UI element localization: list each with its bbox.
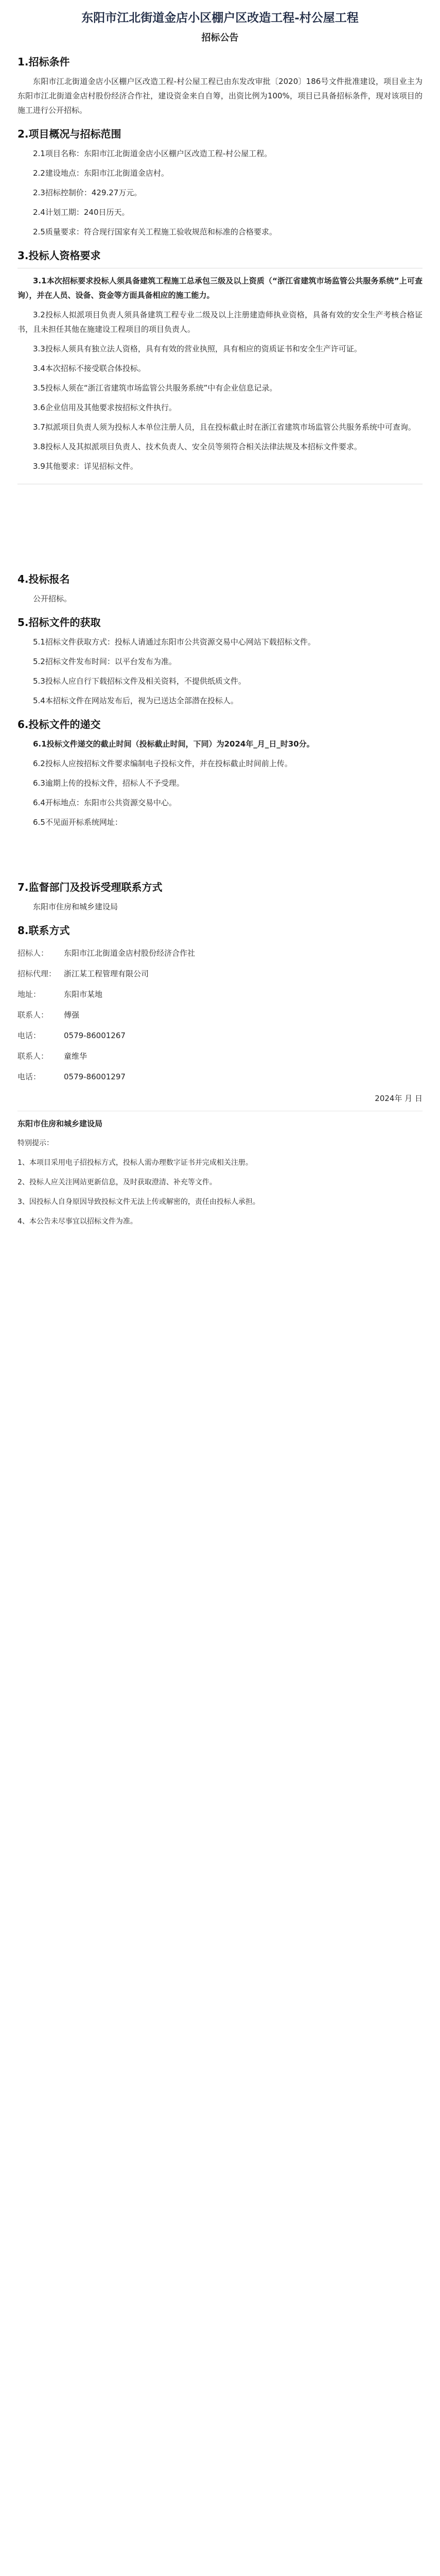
notice-line: 2、投标人应关注网站更新信息，及时获取澄清、补充等文件。 <box>17 1178 217 1187</box>
tender-doc-1: 5.1招标文件获取方式：投标人请通过东阳市公共资源交易中心网站下载招标文件。 <box>33 637 315 647</box>
bid-upload-rule: 6.2投标人应按招标文件要求编制电子投标文件，并在投标截止时间前上传。 <box>33 759 292 768</box>
qualification-8: 3.8投标人及其拟派项目负责人、技术负责人、安全员等须符合相关法律法规及本招标文件要求。 <box>33 442 362 451</box>
qualification-1: 3.1本次招标要求投标人须具备建筑工程施工总承包三级及以上资质（“浙江省建筑市场监管公共服务系统”上可查询），并在人员、设备、资金等方面具备相应的施工能力。 <box>17 276 423 300</box>
notice-line: 特别提示： <box>17 1139 54 1147</box>
blank-space <box>17 835 423 871</box>
contact-row <box>17 1025 423 1046</box>
notice-date: 2024年 月 日 <box>375 1094 423 1103</box>
bid-opening-location: 6.4开标地点：东阳市公共资源交易中心。 <box>33 798 177 807</box>
section-heading-4: 4.投标报名 <box>17 573 70 585</box>
contact-value: 童维华 <box>64 1052 87 1061</box>
contact-label: 招标代理： <box>17 969 57 978</box>
tender-doc-4: 5.4本招标文件在网站发布后，视为已送达全部潜在投标人。 <box>33 696 238 705</box>
bid-deadline: 6.1投标文件递交的截止时间（投标截止时间，下同）为2024年_月_日_时30分。 <box>33 739 314 749</box>
contact-value: 浙江某工程管理有限公司 <box>64 969 149 978</box>
bid-opening-system: 6.5不见面开标系统网址： <box>33 818 122 827</box>
section-heading-2: 2.项目概况与招标范围 <box>17 128 121 140</box>
qualification-9: 3.9其他要求：详见招标文件。 <box>33 462 138 471</box>
contact-row <box>17 1046 423 1066</box>
section-heading-7: 7.监督部门及投诉受理联系方式 <box>17 881 163 893</box>
section-heading-8: 8.联系方式 <box>17 924 70 937</box>
contact-value: 0579-86001297 <box>64 1072 126 1081</box>
notice-line: 3、因投标人自身原因导致投标文件无法上传或解密的，责任由投标人承担。 <box>17 1198 260 1206</box>
contact-row <box>17 963 423 984</box>
contact-row <box>17 943 423 963</box>
page-title: 东阳市江北街道金店小区棚户区改造工程-村公屋工程 <box>81 11 359 25</box>
project-duration: 2.4计划工期：240日历天。 <box>33 208 130 217</box>
section-heading-3: 3.投标人资格要求 <box>17 249 101 262</box>
contact-label: 联系人： <box>17 1052 49 1061</box>
contact-label: 电话： <box>17 1031 41 1040</box>
contact-label: 地址： <box>17 990 41 999</box>
project-quality: 2.5质量要求：符合现行国家有关工程施工验收规范和标准的合格要求。 <box>33 227 277 236</box>
section-text-1: 东阳市江北街道金店小区棚户区改造工程-村公屋工程已由东发改审批〔2020〕186号文件批准建设，项目业主为东阳市江北街道金店村股份经济合作社，建设资金来自自筹，出资比例为100%，项目已具备招标条件，现对该项目的施工进行公开招标。 <box>17 77 423 115</box>
contact-value: 东阳市江北街道金店村股份经济合作社 <box>64 948 196 958</box>
qualification-4: 3.4本次招标不接受联合体投标。 <box>33 364 146 373</box>
project-name: 2.1项目名称：东阳市江北街道金店小区棚户区改造工程-村公屋工程。 <box>33 149 272 158</box>
contact-row <box>17 984 423 1005</box>
project-location: 2.2建设地点：东阳市江北街道金店村。 <box>33 168 169 178</box>
section-heading-1: 1.招标条件 <box>17 56 70 68</box>
qualification-box <box>17 268 423 484</box>
contact-label: 电话： <box>17 1072 41 1081</box>
project-price: 2.3招标控制价：429.27万元。 <box>33 188 142 197</box>
qualification-5: 3.5投标人须在“浙江省建筑市场监管公共服务系统”中有企业信息记录。 <box>33 383 277 393</box>
content-spacer <box>17 490 423 563</box>
bid-method: 公开招标。 <box>33 594 72 603</box>
contact-table <box>17 943 423 1087</box>
contact-row <box>17 1066 423 1087</box>
qualification-7: 3.7拟派项目负责人须为投标人本单位注册人员，且在投标截止时在浙江省建筑市场监管公共服务系统中可查询。 <box>33 422 416 432</box>
notice-line: 1、本项目采用电子招投标方式，投标人需办理数字证书并完成相关注册。 <box>17 1159 253 1167</box>
contact-label: 招标人： <box>17 948 49 958</box>
page-subtitle: 招标公告 <box>201 32 239 43</box>
qualification-3: 3.3投标人须具有独立法人资格，具有有效的营业执照，具有相应的资质证书和安全生产许可证。 <box>33 344 362 353</box>
tender-doc-3: 5.3投标人应自行下载招标文件及相关资料，不提供纸质文件。 <box>33 676 246 686</box>
contact-value: 东阳市某地 <box>64 990 103 999</box>
contact-value: 傅强 <box>64 1010 80 1020</box>
qualification-6: 3.6企业信用及其他要求按招标文件执行。 <box>33 403 177 412</box>
supervision-department: 东阳市住房和城乡建设局 <box>33 902 118 911</box>
contact-value: 0579-86001267 <box>64 1031 126 1040</box>
contact-row <box>17 1005 423 1025</box>
notice-title: 东阳市住房和城乡建设局 <box>17 1119 103 1128</box>
qualification-2: 3.2投标人拟派项目负责人须具备建筑工程专业二级及以上注册建造师执业资格，具备有效的安全生产考核合格证书，且未担任其他在施建设工程项目的项目负责人。 <box>17 310 423 334</box>
document-page <box>17 0 423 1234</box>
notice-line: 4、本公告未尽事宜以招标文件为准。 <box>17 1217 137 1226</box>
section-heading-6: 6.投标文件的递交 <box>17 718 101 731</box>
tender-doc-2: 5.2招标文件发布时间：以平台发布为准。 <box>33 657 177 666</box>
contact-label: 联系人： <box>17 1010 49 1020</box>
bid-late-rule: 6.3逾期上传的投标文件，招标人不予受理。 <box>33 778 184 788</box>
section-heading-5: 5.招标文件的获取 <box>17 616 101 629</box>
